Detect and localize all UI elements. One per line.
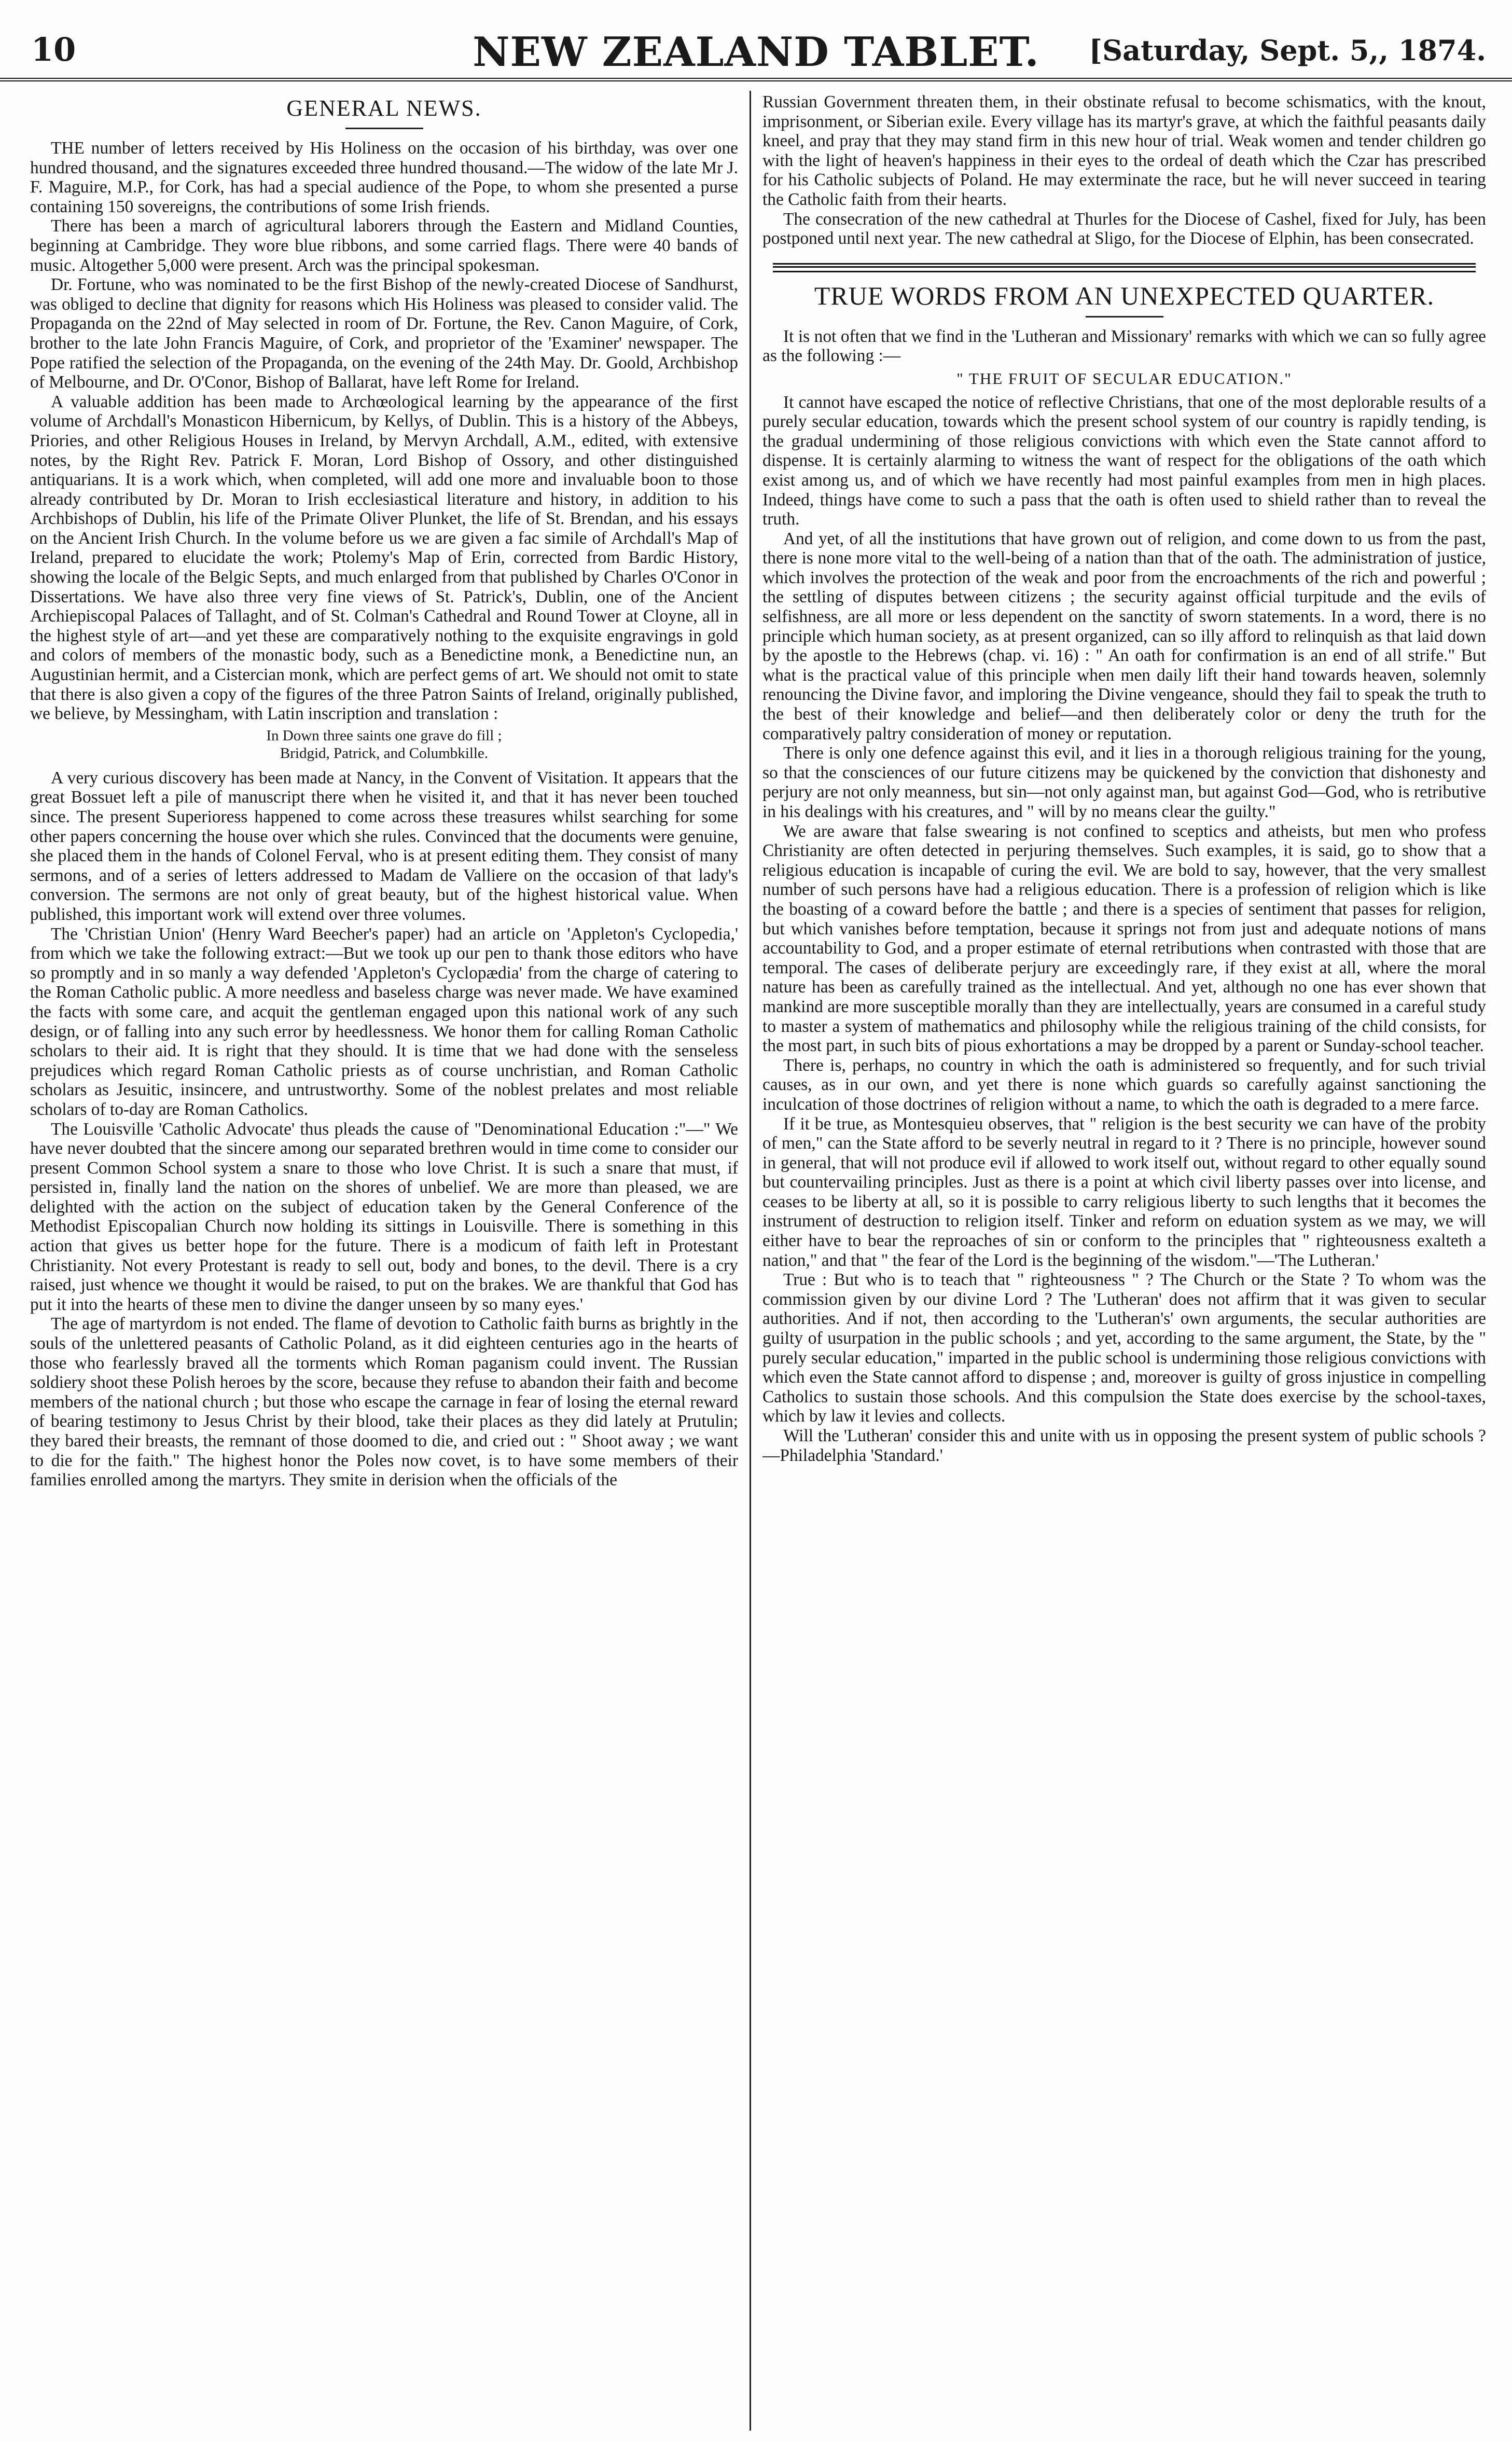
- article-paragraph: There has been a march of agricultural laborers through the Eastern and Midland Counties, beginning at Cambridge. They wore blue ribbons, and some carried flags. There were 40 bands of music. Altogether 5,000 were present. Arch was the principal spokesman.: [30, 216, 738, 275]
- quoted-article-title: " THE FRUIT OF SECULAR EDUCATION.": [956, 369, 1292, 388]
- article-paragraph: Dr. Fortune, who was nominated to be the first Bishop of the newly-created Diocese of Sandhurst, was obliged to decline that dignity for reasons which His Holiness was pleased to consider valid. The Propaganda on the 22nd of May selected in room of Dr. Fortune, the Rev. Canon Maguire, of Cork, brother to the late John Francis Maguire, of Cork, and proprietor of the 'Examiner' newspaper. The Pope ratified the selection of the Propaganda, on the evening of the 24th May. Dr. Goold, Archbishop of Melbourne, and Dr. O'Conor, Bishop of Ballarat, have left Rome for Ireland.: [30, 275, 738, 392]
- article-paragraph: It cannot have escaped the notice of reflective Christians, that one of the most deplorable results of a purely secular education, towards which the present school system of our country is rapidly tending, is the gradual undermining of those religious convictions with which even the State cannot afford to dispense. It is certainly alarming to witness the want of respect for the obligations of the oath which exist among us, and of which we have recently had most painful examples from men in high places. Indeed, things have come to such a pass that the oath is often used to shield rather than to reveal the truth.: [762, 392, 1486, 529]
- article-paragraph: The consecration of the new cathedral at Thurles for the Diocese of Cashel, fixed for July, has been postponed until next year. The new cathedral at Sligo, for the Diocese of Elphin, has been consecrated.: [762, 209, 1486, 249]
- newspaper-title: NEW ZEALAND TABLET.: [473, 29, 1039, 76]
- masthead-rule: [0, 78, 1512, 81]
- article-paragraph: If it be true, as Montesquieu observes, that " religion is the best security we can have of the probity of men," can the State afford to be severly neutral in regard to it ? There is no principle, however sound in general, that will not produce evil if allowed to work itself out, without regard to other equally sound but countervailing principles. Just as there is a point at which civil liberty passes over into license, and ceases to be liberty at all, so it is possible to carry religious liberty to such lengths that it becomes the instrument of destruction to religion itself. Tinker and reform on eduation system as we may, we will either have to bear the reproaches of sin or conform to the principles that " righteousness exalteth a nation," and that " the fear of the Lord is the beginning of the wisdom."—'The Lutheran.': [762, 1114, 1486, 1270]
- page-number: 10: [31, 31, 76, 68]
- article-paragraph: THE number of letters received by His Holiness on the occasion of his birthday, was over one hundred thousand, and the signatures exceeded three hundred thousand.—The widow of the late Mr J. F. Maguire, M.P., for Cork, has had a special audience of the Pope, to whom she presented a purse containing 150 sovereigns, the contributions of some Irish friends.: [30, 139, 738, 216]
- latin-inscription: [30, 727, 738, 762]
- masthead: [26, 29, 1486, 80]
- article-paragraph: The age of martyrdom is not ended. The flame of devotion to Catholic faith burns as brightly in the souls of the unlettered peasants of Catholic Poland, as it did eighteen centuries ago in the hearts of those who fearlessly braved all the torments which Roman paganism could invent. The Russian soldiery shoot these Polish heroes by the score, because they refuse to abandon their faith and become members of the national church ; but those who escape the carnage in fear of losing the eternal reward of bearing testimony to Jesus Christ by their blood, take their places as they did lately at Prutulin; they bared their breasts, the remnant of those doomed to die, and cried out : " Shoot away ; we want to die for the faith." The highest honor the Poles now covet, is to have some members of their families enrolled among the martyrs. They smite in derision when the officials of the: [30, 1314, 738, 1490]
- article-paragraph: And yet, of all the institutions that have grown out of religion, and come down to us from the past, there is none more vital to the well-being of a nation than that of the oath. The administration of justice, which involves the protection of the weak and poor from the encroachments of the rich and powerful ; the settling of disputes between citizens ; the security against official turpitude and the evils of selfishness, are all more or less dependent on the sanctity of sworn statements. In a word, there is no principle which human society, as at present organized, can so illy afford to relinquish as that laid down by the apostle to the Hebrews (chap. vi. 16) : " An oath for confirmation is an end of all strife." But what is the practical value of this principle when men daily lift their hand towards heaven, solemnly renouncing the Divine favor, and imploring the Divine vengeance, should they fail to speak the truth to the best of their knowledge and belief—and then deliberately color or deny the truth for the comparatively paltry consideration of money or reputation.: [762, 529, 1486, 743]
- article-paragraph: Will the 'Lutheran' consider this and unite with us in opposing the present system of public schools ?—Philadelphia 'Standard.': [762, 1426, 1486, 1465]
- column-rule: [750, 91, 751, 2431]
- verse-line: In Down three saints one grave do fill ;: [266, 727, 502, 744]
- intro-paragraph: It is not often that we find in the 'Lutheran and Missionary' remarks with which we can so fully agree as the following :—: [762, 326, 1486, 366]
- section-divider: [773, 263, 1476, 272]
- general-news-heading: GENERAL NEWS.: [286, 95, 482, 121]
- true-words-heading: TRUE WORDS FROM AN UNEXPECTED QUARTER.: [814, 281, 1435, 310]
- article-paragraph: True : But who is to teach that " righteousness " ? The Church or the State ? To whom was the commission given by our divine Lord ? The 'Lutheran' does not affirm that it was given to secular authorities. And if not, then according to the 'Lutheran's' own arguments, the secular authorities are guilty of usurpation in the public schools ; and yet, according to the same argument, the State, by the " purely secular education," imparted in the public school is undermining those religious convictions with which even the State cannot afford to dispense ; and, moreover is guilty of gross injustice in compelling Catholics to sustain those schools. And this compulsion the State does exercise by the school-taxes, which by law it levies and collects.: [762, 1270, 1486, 1426]
- article-paragraph: There is, perhaps, no country in which the oath is administered so frequently, and for such trivial causes, as in our own, and yet there is none which guards so carefully against sanctioning the inculcation of those doctrines of religion without a name, to which the oath is degraded to a mere farce.: [762, 1055, 1486, 1114]
- heading-rule: [1086, 316, 1163, 318]
- heading-rule: [345, 128, 423, 129]
- article-paragraph: The 'Christian Union' (Henry Ward Beecher's paper) had an article on 'Appleton's Cyclopedia,' from which we take the following extract:—But we took up our pen to thank those editors who have so promptly and in so manly a way defended 'Appleton's Cyclopædia' from the charge of catering to the Roman Catholic public. A more needless and baseless charge was never made. We have examined the facts with some care, and acquit the gentleman engaged upon this national work of any such design, or of falling into any such error by heedlessness. We honor them for calling Roman Catholic scholars to their aid. It is right that they should. It is time that we had done with the senseless prejudices which regard Roman Catholic priests as of course unchristian, and Roman Catholic scholars as Jesuitic, insincere, and untrustworthy. Some of the noblest prelates and most reliable scholars of to-day are Roman Catholics.: [30, 924, 738, 1119]
- article-paragraph: We are aware that false swearing is not confined to sceptics and atheists, but men who profess Christianity are often detected in perjuring themselves. Such examples, it is said, go to show that a religious education is incapable of curing the evil. We are bold to say, however, that the very smallest number of such persons have had a religious education. There is a profession of religion which is like the boasting of a coward before the battle ; and there is a species of sentiment that passes for religion, but which vanishes before temptation, because it springs not from just and adequate notions of mans accountability to God, and a proper estimate of eternal retributions when contrasted with those that are temporal. The cases of deliberate perjury are exceedingly rare, if they exist at all, where the moral nature has been as carefully trained as the intellectual. And yet, although no one has ever shown that mankind are more susceptible morally than they are intellectually, years are consumed in a careful study to master a system of mathematics and philosophy while the religious training of the child consists, for the most part, in such bits of pious exhortations a may be dropped by a parent or Sunday-school teacher.: [762, 821, 1486, 1056]
- article-paragraph: Russian Government threaten them, in their obstinate refusal to become schismatics, with the knout, imprisonment, or Siberian exile. Every village has its martyr's grave, at which the faithful peasants daily kneel, and pray that they may stand firm in this new hour of trial. Weak women and tender children go with the light of heaven's happiness in their eyes to the ordeal of death which the Czar has prescribed for his Catholic subjects of Poland. He may exterminate the race, but he will never succeed in tearing the Catholic faith from their hearts.: [762, 92, 1486, 209]
- verse-line: Bridgid, Patrick, and Columbkille.: [280, 744, 489, 762]
- article-paragraph: The Louisville 'Catholic Advocate' thus pleads the cause of "Denominational Education :"—" We have never doubted that the sincere among our separated brethren would in time come to consider our present Common School system a snare to those who love Christ. It is such a snare that must, if persisted in, finally land the nation on the shores of unbelief. We are more than pleased, we are delighted with the action on the subject of education taken by the General Conference of the Methodist Episcopalian Church now holding its sittings in Louisville. There is something in this action that gives us better hope for the future. There is a modicum of faith left in Protestant Christianity. Not every Protestant is ready to sell out, body and bones, to the devil. There is a cry raised, just whence we thought it would be raised, to put on the brakes. We are thankful that God has put it into the hearts of these men to divine the danger unseen by so many eyes.': [30, 1119, 738, 1314]
- article-paragraph: A very curious discovery has been made at Nancy, in the Convent of Visitation. It appears that the great Bossuet left a pile of manuscript there when he visited it, and that it has never been touched since. The present Superioress happened to come across these treasures whilst searching for some other papers concerning the house over which she rules. Convinced that the documents were genuine, she placed them in the hands of Colonel Ferval, who is at present editing them. They consist of many sermons, and of a series of letters addressed to Madam de Valliere on the occasion of that lady's conversion. The sermons are not only of great beauty, but of the highest historical value. When published, this important work will extend over three volumes.: [30, 768, 738, 924]
- article-paragraph: A valuable addition has been made to Archœological learning by the appearance of the first volume of Archdall's Monasticon Hibernicum, by Kellys, of Dublin. This is a history of the Abbeys, Priories, and other Religious Houses in Ireland, by Mervyn Archdall, A.M., edited, with extensive notes, by the Right Rev. Patrick F. Moran, Lord Bishop of Ossory, and other distinguished antiquarians. It is a work which, when completed, will add one more and invaluable boon to those already contributed by Dr. Moran to Irish ecclesiastical literature and history, in addition to his Archbishops of Dublin, his life of the Primate Oliver Plunket, the life of St. Brendan, and his essays on the Ancient Irish Church. In the volume before us we are given a fac simile of Archdall's Map of Ireland, prepared to elucidate the work; Ptolemy's Map of Erin, corrected from Bardic History, showing the locale of the Belgic Septs, and much enlarged from that published by Charles O'Conor in Dissertations. We have also three very fine views of St. Patrick's, Dublin, one of the Ancient Archiepiscopal Palaces of Tallaght, and of St. Colman's Cathedral and Round Tower at Cloyne, all in the highest style of art—and yet these are comparatively nothing to the exquisite engravings in gold and colors of members of the monastic body, such as a Benedictine monk, a Benedictine nun, an Augustinian hermit, and a Cistercian monk, which are perfect gems of art. We should not omit to state that there is also given a copy of the figures of the three Patron Saints of Ireland, originally published, we believe, by Messingham, with Latin inscription and translation :: [30, 392, 738, 724]
- issue-date: [Saturday, Sept. 5,, 1874.: [1089, 34, 1486, 67]
- right-column: [762, 92, 1486, 2435]
- article-paragraph: There is only one defence against this evil, and it lies in a thorough religious training for the young, so that the consciences of our future citizens may be quickened by the conviction that dishonesty and perjury are not only meanness, but sin—not only against man, but against God—God, who is retributive in his dealings with his creatures, and " will by no means clear the guilty.": [762, 743, 1486, 821]
- left-column: [30, 92, 738, 2435]
